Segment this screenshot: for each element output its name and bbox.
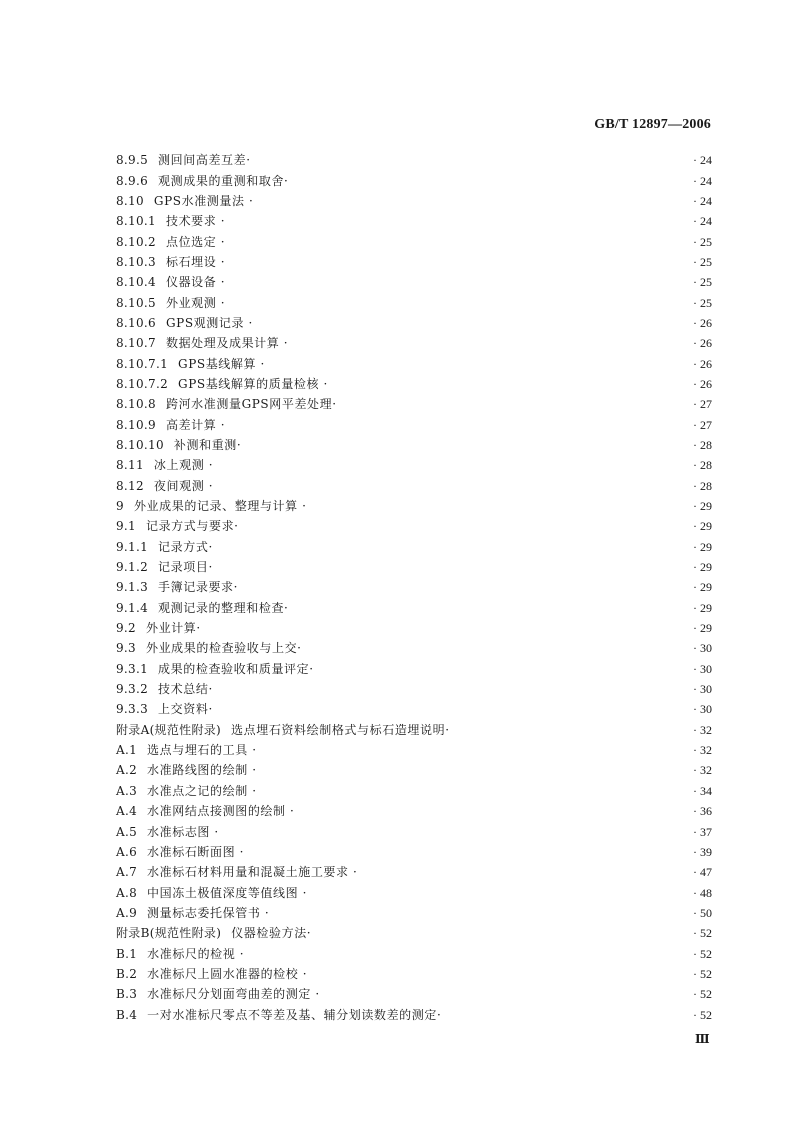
toc-entry[interactable]: [116, 801, 712, 821]
toc-section-title: GPS观测记录 ·: [165, 315, 253, 330]
toc-entry[interactable]: [116, 679, 712, 699]
toc-entry-heading: [116, 638, 302, 658]
toc-page-number: · 29: [693, 499, 712, 514]
page-folio: Ⅲ: [695, 1032, 710, 1046]
toc-section-number: A.3: [116, 783, 138, 798]
toc-section-number: 9: [116, 499, 124, 514]
toc-section-number: 8.9.6: [116, 173, 149, 188]
toc-entry[interactable]: [116, 231, 712, 251]
toc-entry-heading: [116, 1005, 441, 1025]
toc-page-number: · 25: [693, 234, 712, 249]
toc-section-title: 外业成果的检查验收与上交·: [145, 641, 302, 656]
toc-entry[interactable]: [116, 943, 712, 963]
toc-page-number: · 52: [693, 987, 712, 1002]
toc-section-number: 9.2: [116, 621, 136, 636]
toc-section-number: 9.3.1: [116, 661, 149, 676]
toc-entry[interactable]: [116, 781, 712, 801]
toc-section-title: 仪器设备 ·: [165, 275, 226, 290]
toc-section-title: 上交资料·: [158, 702, 213, 717]
toc-section-number: 8.10: [116, 193, 144, 208]
toc-section-number: 8.10.3: [116, 254, 156, 269]
toc-page-number: · 24: [693, 214, 712, 229]
toc-section-title: 补测和重测·: [173, 437, 242, 452]
toc-entry-heading: [116, 191, 253, 211]
toc-section-title: GPS基线解算的质量检核 ·: [178, 376, 328, 391]
toc-section-title: 外业成果的记录、整理与计算 ·: [133, 499, 307, 514]
toc-entry-heading: [116, 598, 288, 618]
toc-section-number: B.4: [116, 1007, 138, 1022]
toc-page-number: · 24: [693, 173, 712, 188]
toc-entry-heading: [116, 883, 307, 903]
toc-page-number: · 32: [693, 722, 712, 737]
toc-entry-heading: [116, 313, 253, 333]
toc-page-number: · 26: [693, 376, 712, 391]
toc-entry[interactable]: [116, 659, 712, 679]
toc-section-title: 外业计算·: [145, 621, 201, 636]
toc-entry[interactable]: [116, 191, 712, 211]
toc-section-title: 选点埋石资料绘制格式与标石造埋说明·: [231, 722, 450, 737]
toc-entry-heading: [116, 537, 213, 557]
toc-section-title: 水准点之记的绘制 ·: [147, 783, 257, 798]
toc-page-number: · 29: [693, 519, 712, 534]
toc-section-title: 水准标尺分划面弯曲差的测定 ·: [147, 987, 320, 1002]
toc-section-number: 9.3.3: [116, 702, 149, 717]
toc-section-title: 水准标石材料用量和混凝土施工要求 ·: [147, 865, 358, 880]
toc-page-number: · 29: [693, 600, 712, 615]
toc-entry[interactable]: [116, 557, 712, 577]
toc-page-number: · 28: [693, 437, 712, 452]
toc-page-number: · 52: [693, 966, 712, 981]
toc-section-title: 选点与埋石的工具 ·: [147, 743, 257, 758]
toc-page-number: · 30: [693, 682, 712, 697]
toc-section-title: 观测记录的整理和检查·: [158, 600, 289, 615]
toc-section-number: A.4: [116, 804, 138, 819]
toc-section-number: 9.1.2: [116, 560, 149, 575]
toc-page-number: · 39: [693, 844, 712, 859]
toc-entry[interactable]: [116, 618, 712, 638]
toc-entry-heading: [116, 394, 337, 414]
toc-section-title: GPS水准测量法 ·: [153, 193, 254, 208]
toc-page-number: · 48: [693, 885, 712, 900]
toc-entry[interactable]: [116, 862, 712, 882]
toc-section-title: 跨河水准测量GPS网平差处理·: [165, 397, 337, 412]
toc-entry[interactable]: [116, 964, 712, 984]
toc-page-number: · 32: [693, 763, 712, 778]
toc-entry[interactable]: [116, 516, 712, 536]
toc-section-number: 8.10.9: [116, 417, 156, 432]
toc-entry-heading: [116, 476, 213, 496]
toc-section-number: 8.10.8: [116, 397, 156, 412]
toc-section-number: A.7: [116, 865, 138, 880]
toc-section-number: A.8: [116, 885, 138, 900]
toc-page-number: · 29: [693, 539, 712, 554]
toc-page-number: · 47: [693, 865, 712, 880]
toc-page-number: · 28: [693, 478, 712, 493]
toc-section-title: 成果的检查验收和质量评定·: [158, 661, 314, 676]
toc-entry-heading: [116, 903, 269, 923]
toc-section-title: 记录项目·: [158, 560, 213, 575]
toc-entry[interactable]: [116, 394, 712, 414]
toc-section-title: 技术要求 ·: [165, 214, 226, 229]
toc-section-title: 手簿记录要求·: [158, 580, 239, 595]
toc-section-number: 8.10.2: [116, 234, 156, 249]
toc-entry[interactable]: [116, 577, 712, 597]
toc-section-number: B.2: [116, 966, 138, 981]
toc-page-number: · 27: [693, 417, 712, 432]
toc-section-title: 一对水准标尺零点不等差及基、辅分划读数差的测定·: [147, 1007, 442, 1022]
toc-section-number: 8.10.4: [116, 275, 156, 290]
toc-entry-heading: [116, 842, 244, 862]
toc-page-number: · 30: [693, 641, 712, 656]
toc-entry-heading: [116, 944, 244, 964]
toc-section-number: 8.10.1: [116, 214, 156, 229]
toc-entry-heading: [116, 699, 213, 719]
toc-section-title: 高差计算 ·: [165, 417, 226, 432]
toc-page-number: · 30: [693, 661, 712, 676]
toc-page-number: · 26: [693, 356, 712, 371]
toc-section-title: 夜间观测 ·: [153, 478, 214, 493]
toc-section-number: 8.10.6: [116, 315, 156, 330]
toc-entry-heading: [116, 516, 239, 536]
toc-section-title: 水准网结点接测图的绘制 ·: [147, 804, 295, 819]
toc-section-number: 附录A(规范性附录): [116, 722, 222, 737]
toc-section-number: 9.1: [116, 519, 136, 534]
toc-section-title: 观测成果的重测和取舍·: [158, 173, 289, 188]
toc-section-number: 9.3: [116, 641, 136, 656]
toc-entry-heading: [116, 272, 225, 292]
toc-section-title: 记录方式与要求·: [145, 519, 239, 534]
toc-entry[interactable]: [116, 882, 712, 902]
table-of-contents: [116, 150, 712, 1025]
toc-entry-heading: [116, 354, 265, 374]
toc-section-number: 附录B(规范性附录): [116, 926, 222, 941]
toc-section-number: A.6: [116, 844, 138, 859]
toc-entry-heading: [116, 293, 225, 313]
toc-section-number: 9.1.1: [116, 539, 149, 554]
toc-page-number: · 29: [693, 580, 712, 595]
toc-section-number: 8.11: [116, 458, 144, 473]
toc-section-title: 水准标尺上圆水准器的检校 ·: [147, 966, 308, 981]
toc-entry-heading: [116, 862, 357, 882]
toc-page-number: · 26: [693, 336, 712, 351]
standard-code-header: GB/T 12897—2006: [594, 117, 711, 132]
toc-entry[interactable]: [116, 272, 712, 292]
toc-entry-heading: [116, 435, 241, 455]
toc-page-number: · 32: [693, 743, 712, 758]
toc-page-number: · 37: [693, 824, 712, 839]
toc-entry-heading: [116, 496, 307, 516]
toc-section-number: 8.9.5: [116, 153, 149, 168]
toc-page-number: · 52: [693, 926, 712, 941]
toc-section-number: 8.10.7: [116, 336, 156, 351]
toc-section-number: 8.10.5: [116, 295, 156, 310]
toc-section-title: GPS基线解算 ·: [178, 356, 265, 371]
toc-page-number: · 29: [693, 560, 712, 575]
toc-entry[interactable]: [116, 476, 712, 496]
toc-section-number: A.2: [116, 763, 138, 778]
toc-entry-heading: [116, 415, 225, 435]
toc-section-title: 水准标尺的检视 ·: [147, 946, 245, 961]
toc-entry[interactable]: [116, 842, 712, 862]
toc-section-title: 技术总结·: [158, 682, 213, 697]
toc-entry-heading: [116, 760, 257, 780]
toc-entry-heading: [116, 374, 328, 394]
toc-page-number: · 29: [693, 621, 712, 636]
toc-entry[interactable]: [116, 699, 712, 719]
toc-entry[interactable]: [116, 760, 712, 780]
toc-page-number: · 25: [693, 275, 712, 290]
toc-page-number: · 34: [693, 783, 712, 798]
toc-entry-heading: [116, 577, 238, 597]
toc-entry-heading: [116, 618, 201, 638]
toc-entry-heading: [116, 659, 314, 679]
toc-section-number: 8.10.10: [116, 437, 164, 452]
toc-section-title: 仪器检验方法·: [231, 926, 312, 941]
toc-entry-heading: [116, 740, 257, 760]
toc-entry[interactable]: [116, 923, 712, 943]
toc-entry[interactable]: [116, 252, 712, 272]
toc-entry[interactable]: [116, 374, 712, 394]
toc-section-title: 数据处理及成果计算 ·: [165, 336, 289, 351]
toc-section-number: A.5: [116, 824, 138, 839]
toc-entry[interactable]: [116, 720, 712, 740]
toc-entry[interactable]: [116, 638, 712, 658]
toc-entry[interactable]: [116, 292, 712, 312]
toc-entry-heading: [116, 171, 288, 191]
toc-page-number: · 36: [693, 804, 712, 819]
toc-section-title: 测回间高差互差·: [158, 153, 251, 168]
toc-entry[interactable]: [116, 984, 712, 1004]
toc-entry[interactable]: [116, 740, 712, 760]
toc-entry[interactable]: [116, 821, 712, 841]
toc-entry-heading: [116, 720, 450, 740]
toc-entry-heading: [116, 252, 225, 272]
toc-page-number: · 52: [693, 1007, 712, 1022]
toc-page-number: · 27: [693, 397, 712, 412]
toc-entry-heading: [116, 232, 225, 252]
toc-page-number: · 24: [693, 153, 712, 168]
toc-section-number: 9.1.3: [116, 580, 149, 595]
toc-section-title: 点位选定 ·: [165, 234, 226, 249]
toc-page-number: · 30: [693, 702, 712, 717]
toc-entry-heading: [116, 984, 320, 1004]
toc-entry[interactable]: [116, 211, 712, 231]
toc-page-number: · 26: [693, 315, 712, 330]
toc-entry-heading: [116, 923, 311, 943]
toc-section-title: 水准标志图 ·: [147, 824, 219, 839]
toc-section-number: 8.12: [116, 478, 144, 493]
toc-entry-heading: [116, 822, 219, 842]
toc-section-title: 测量标志委托保管书 ·: [147, 905, 270, 920]
toc-entry[interactable]: [116, 353, 712, 373]
toc-page-number: · 25: [693, 254, 712, 269]
toc-entry[interactable]: [116, 414, 712, 434]
toc-entry-heading: [116, 679, 213, 699]
toc-entry-heading: [116, 150, 251, 170]
toc-entry-heading: [116, 333, 288, 353]
toc-entry-heading: [116, 211, 225, 231]
toc-section-number: 8.10.7.1: [116, 356, 169, 371]
toc-entry-heading: [116, 455, 213, 475]
toc-section-number: 9.1.4: [116, 600, 149, 615]
toc-section-number: B.1: [116, 946, 138, 961]
toc-section-number: A.9: [116, 905, 138, 920]
toc-entry-heading: [116, 557, 213, 577]
toc-entry-heading: [116, 801, 294, 821]
toc-entry[interactable]: [116, 435, 712, 455]
toc-section-title: 标石埋设 ·: [165, 254, 226, 269]
toc-entry[interactable]: [116, 598, 712, 618]
toc-section-title: 水准标石断面图 ·: [147, 844, 245, 859]
toc-page-number: · 52: [693, 946, 712, 961]
toc-section-title: 外业观测 ·: [165, 295, 226, 310]
toc-section-title: 记录方式·: [158, 539, 213, 554]
toc-section-number: 8.10.7.2: [116, 376, 169, 391]
toc-entry[interactable]: [116, 496, 712, 516]
toc-section-number: A.1: [116, 743, 138, 758]
toc-entry[interactable]: [116, 170, 712, 190]
toc-section-title: 中国冻土极值深度等值线图 ·: [147, 885, 308, 900]
toc-section-title: 冰上观测 ·: [153, 458, 214, 473]
toc-entry[interactable]: [116, 150, 712, 170]
toc-entry[interactable]: [116, 903, 712, 923]
toc-entry[interactable]: [116, 313, 712, 333]
toc-section-number: 9.3.2: [116, 682, 149, 697]
toc-section-title: 水准路线图的绘制 ·: [147, 763, 257, 778]
toc-entry[interactable]: [116, 537, 712, 557]
toc-entry[interactable]: [116, 1004, 712, 1024]
toc-entry-heading: [116, 781, 257, 801]
toc-page-number: · 24: [693, 193, 712, 208]
toc-page-number: · 50: [693, 905, 712, 920]
toc-page-number: · 28: [693, 458, 712, 473]
toc-entry[interactable]: [116, 455, 712, 475]
toc-entry-heading: [116, 964, 307, 984]
toc-page-number: · 25: [693, 295, 712, 310]
toc-entry[interactable]: [116, 333, 712, 353]
toc-section-number: B.3: [116, 987, 138, 1002]
